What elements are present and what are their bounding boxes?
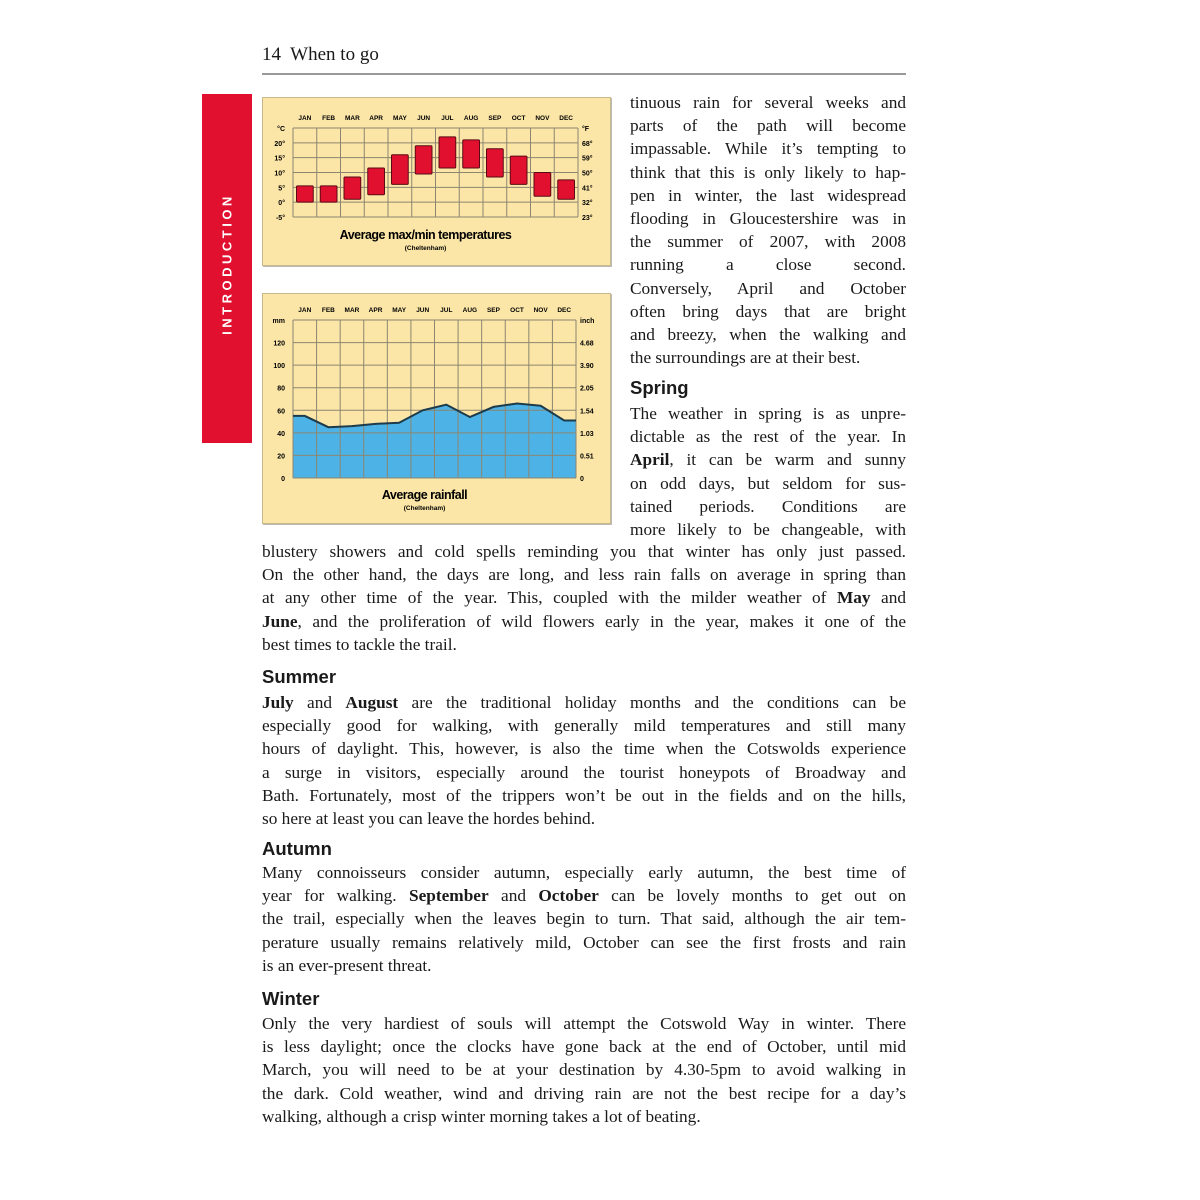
month-tick-label: DEC <box>559 115 573 122</box>
text-run: Only the very hardiest of souls will attempt the Cotswold Way in winter. There <box>262 1014 906 1033</box>
right-tick-label: 59° <box>582 155 593 163</box>
temperature-bar <box>392 155 409 185</box>
bold-term: October <box>538 886 599 906</box>
right-tick-label: 23° <box>582 215 593 222</box>
text-line <box>262 610 906 633</box>
text-line <box>262 807 906 830</box>
section-tab <box>202 94 252 443</box>
month-tick-label: MAY <box>392 115 407 122</box>
text-line <box>262 1035 906 1058</box>
spring-paragraph-wide <box>262 540 906 656</box>
text-line <box>262 714 906 737</box>
month-tick-label: MAR <box>344 115 360 122</box>
heading-spring: Spring <box>630 377 689 398</box>
text-run: can be lovely months to get out on <box>598 886 907 906</box>
chart-subtitle: (Cheltenham) <box>404 245 447 252</box>
text-line <box>630 161 906 184</box>
right-tick-label: 3.90 <box>580 363 594 371</box>
text-run: and <box>488 886 539 906</box>
text-run: the summer of 2007, with 2008 <box>630 232 906 252</box>
right-tick-label: 41° <box>582 185 593 193</box>
temperature-bar <box>415 146 432 174</box>
text-run: perature usually remains relatively mild, October can see the first frosts and rain <box>262 932 906 952</box>
text-line <box>262 784 906 807</box>
text-line <box>630 114 906 137</box>
text-run: Many connoisseurs consider autumn, especially early autumn, the best time of <box>262 863 906 882</box>
text-run: on odd days, but seldom for sus- <box>630 473 906 493</box>
text-line <box>630 300 906 323</box>
bold-term: July <box>262 693 294 712</box>
text-line <box>630 277 906 300</box>
text-line <box>262 907 906 930</box>
running-header <box>262 44 379 66</box>
month-tick-label: AUG <box>463 115 479 122</box>
text-run: think that this is only likely to hap- <box>630 162 906 182</box>
right-tick-label: 2.05 <box>580 385 594 393</box>
month-tick-label: OCT <box>510 307 524 314</box>
temperature-bar <box>558 180 575 199</box>
month-tick-label: MAR <box>344 307 360 314</box>
text-run: running a close second. <box>630 255 906 275</box>
month-tick-label: JUN <box>417 115 431 122</box>
text-run: , and the proliferation of wild flowers early in the year, makes it one of the <box>297 611 906 631</box>
right-tick-label: 50° <box>582 170 593 178</box>
text-run: , it can be warm and sunny <box>669 450 906 470</box>
text-line <box>262 1058 906 1081</box>
right-axis-unit: °F <box>582 126 590 133</box>
right-tick-label: 0 <box>580 476 584 483</box>
heading-summer: Summer <box>262 666 337 687</box>
bold-term: June <box>262 611 298 631</box>
left-axis-unit: mm <box>272 318 285 325</box>
temperature-bar <box>510 156 527 184</box>
text-run: the trail, especially when the leaves begin to turn. That said, although the air tem- <box>262 909 906 929</box>
text-run: tained periods. Conditions are <box>630 496 906 516</box>
text-run: flooding in Gloucestershire was in <box>630 208 906 228</box>
month-tick-label: JAN <box>298 307 312 314</box>
left-tick-label: 20° <box>274 140 285 148</box>
text-line <box>262 931 906 954</box>
text-run: pen in winter, the last widespread <box>630 185 906 205</box>
text-run: The weather in spring is as unpre- <box>630 404 906 423</box>
text-run: and <box>870 588 906 608</box>
text-line <box>262 1012 906 1035</box>
text-line <box>630 230 906 253</box>
temperature-bar <box>439 137 456 168</box>
text-run: and <box>293 693 346 712</box>
text-run: at any other time of the year. This, coupled with the milder weather of <box>262 588 837 608</box>
temperature-chart <box>262 97 611 266</box>
text-line <box>262 586 906 609</box>
month-tick-label: JUL <box>440 307 453 314</box>
autumn-paragraph <box>262 861 906 977</box>
temperature-bar <box>534 173 551 197</box>
text-line <box>630 402 906 425</box>
bold-term: May <box>836 588 871 608</box>
text-run: is less daylight; once the clocks have gone back at the end of October, until mid <box>262 1037 906 1057</box>
text-line <box>262 954 906 977</box>
left-tick-label: 5° <box>278 185 285 193</box>
text-line <box>630 425 906 448</box>
text-run: best times to tackle the trail. <box>262 634 457 654</box>
temperature-bar <box>320 186 337 202</box>
month-tick-label: APR <box>368 307 383 314</box>
temperature-chart-svg <box>263 98 610 265</box>
temperature-bar <box>344 177 361 199</box>
text-run: On the other hand, the days are long, and less rain falls on average in spring than <box>262 565 906 585</box>
text-run: Bath. Fortunately, most of the trippers won’t be out in the fields and on the hills, <box>262 785 906 805</box>
month-tick-label: APR <box>369 115 383 122</box>
month-tick-label: DEC <box>557 307 572 314</box>
text-run: the dark. Cold weather, wind and driving rain are not the best recipe for a day’s <box>262 1083 906 1103</box>
month-tick-label: FEB <box>322 115 336 122</box>
text-line <box>630 472 906 495</box>
right-tick-label: 1.03 <box>580 430 594 438</box>
intro-paragraph <box>630 91 906 369</box>
month-tick-label: SEP <box>486 307 500 314</box>
text-run: year for walking. <box>262 886 409 906</box>
text-line <box>262 861 906 884</box>
left-axis-unit: °C <box>277 126 285 133</box>
text-run: so here at least you can leave the hordes behind. <box>262 808 596 828</box>
text-run: impassable. While it’s tempting to <box>630 139 906 159</box>
text-line <box>262 761 906 784</box>
text-line <box>630 137 906 160</box>
text-run: a surge in visitors, especially around the tourist honeypots of Broadway and <box>262 762 906 782</box>
rainfall-chart-svg <box>263 294 610 523</box>
left-tick-label: 100 <box>273 363 285 371</box>
chapter-title: When to go <box>290 44 379 65</box>
temperature-bar <box>368 168 385 195</box>
temperature-bar <box>487 149 504 177</box>
text-line <box>630 346 906 369</box>
text-run: are the traditional holiday months and the conditions can be <box>398 693 906 712</box>
text-line <box>630 253 906 276</box>
text-run: blustery showers and cold spells reminding you that winter has only just passed. <box>262 542 906 561</box>
text-line <box>262 1105 906 1128</box>
text-run: and breezy, when the walking and <box>630 324 906 344</box>
text-run: is an ever-present threat. <box>262 955 432 975</box>
month-tick-label: NOV <box>535 115 550 122</box>
text-run: March, you will need to be at your destination by 4.30-5pm to avoid walking in <box>262 1060 906 1080</box>
winter-paragraph <box>262 1012 906 1128</box>
text-line <box>262 563 906 586</box>
month-tick-label: MAY <box>392 307 407 314</box>
text-line <box>630 495 906 518</box>
temperature-bar <box>297 186 314 202</box>
text-run: hours of daylight. This, however, is also the time when the Cotswolds experience <box>262 739 906 759</box>
left-tick-label: -5° <box>275 215 285 222</box>
right-tick-label: 4.68 <box>580 340 594 348</box>
left-tick-label: 15° <box>274 155 285 163</box>
text-line <box>262 633 906 656</box>
month-tick-label: JAN <box>298 115 312 122</box>
text-run: often bring days that are bright <box>630 301 906 321</box>
month-tick-label: SEP <box>488 115 502 122</box>
chart-subtitle: (Cheltenham) <box>403 505 446 512</box>
left-tick-label: 20 <box>277 453 285 461</box>
section-tab-label: INTRODUCTION <box>219 193 235 335</box>
month-tick-label: OCT <box>511 115 526 122</box>
right-tick-label: 0.51 <box>580 453 594 461</box>
month-tick-label: FEB <box>321 307 335 314</box>
month-tick-label: JUL <box>441 115 454 122</box>
summer-paragraph <box>262 691 906 830</box>
text-run: more likely to be changeable, with <box>630 519 906 539</box>
right-axis-unit: inch <box>580 318 595 325</box>
left-tick-label: 0 <box>281 476 285 483</box>
text-line <box>630 91 906 114</box>
page-number: 14 <box>262 44 281 65</box>
bold-term: September <box>408 886 489 906</box>
heading-autumn: Autumn <box>262 838 332 859</box>
text-run: tinuous rain for several weeks and <box>630 93 906 112</box>
text-line <box>630 518 906 541</box>
left-tick-label: 120 <box>273 340 285 348</box>
text-line <box>630 207 906 230</box>
right-tick-label: 1.54 <box>580 408 594 416</box>
chart-title: Average max/min temperatures <box>339 228 512 242</box>
text-line <box>262 691 906 714</box>
spring-paragraph-narrow <box>630 402 906 541</box>
text-line <box>630 448 906 471</box>
text-run: parts of the path will become <box>630 116 906 136</box>
left-tick-label: 40 <box>277 430 285 438</box>
text-run: dictable as the rest of the year. In <box>630 427 906 447</box>
bold-term: August <box>345 693 399 712</box>
text-line <box>630 323 906 346</box>
text-run: Conversely, April and October <box>630 278 906 298</box>
heading-winter: Winter <box>262 988 320 1009</box>
text-line <box>262 1082 906 1105</box>
rainfall-chart <box>262 293 611 524</box>
temperature-bar <box>463 140 480 168</box>
text-line <box>630 184 906 207</box>
right-tick-label: 32° <box>582 200 593 208</box>
text-run: walking, although a crisp winter morning takes a lot of beating. <box>262 1106 701 1126</box>
text-line <box>262 737 906 760</box>
header-rule <box>262 73 906 75</box>
bold-term: April <box>630 450 670 470</box>
month-tick-label: AUG <box>462 307 478 314</box>
month-tick-label: JUN <box>416 307 430 314</box>
text-line <box>262 540 906 563</box>
left-tick-label: 60 <box>277 408 285 416</box>
text-run: the surroundings are at their best. <box>630 348 861 368</box>
left-tick-label: 10° <box>274 170 285 178</box>
month-tick-label: NOV <box>533 307 548 314</box>
left-tick-label: 0° <box>278 200 285 208</box>
right-tick-label: 68° <box>582 140 593 148</box>
text-line <box>262 884 906 907</box>
left-tick-label: 80 <box>277 385 285 393</box>
chart-title: Average rainfall <box>381 488 468 502</box>
text-run: especially good for walking, with generally mild temperatures and still many <box>262 716 906 736</box>
